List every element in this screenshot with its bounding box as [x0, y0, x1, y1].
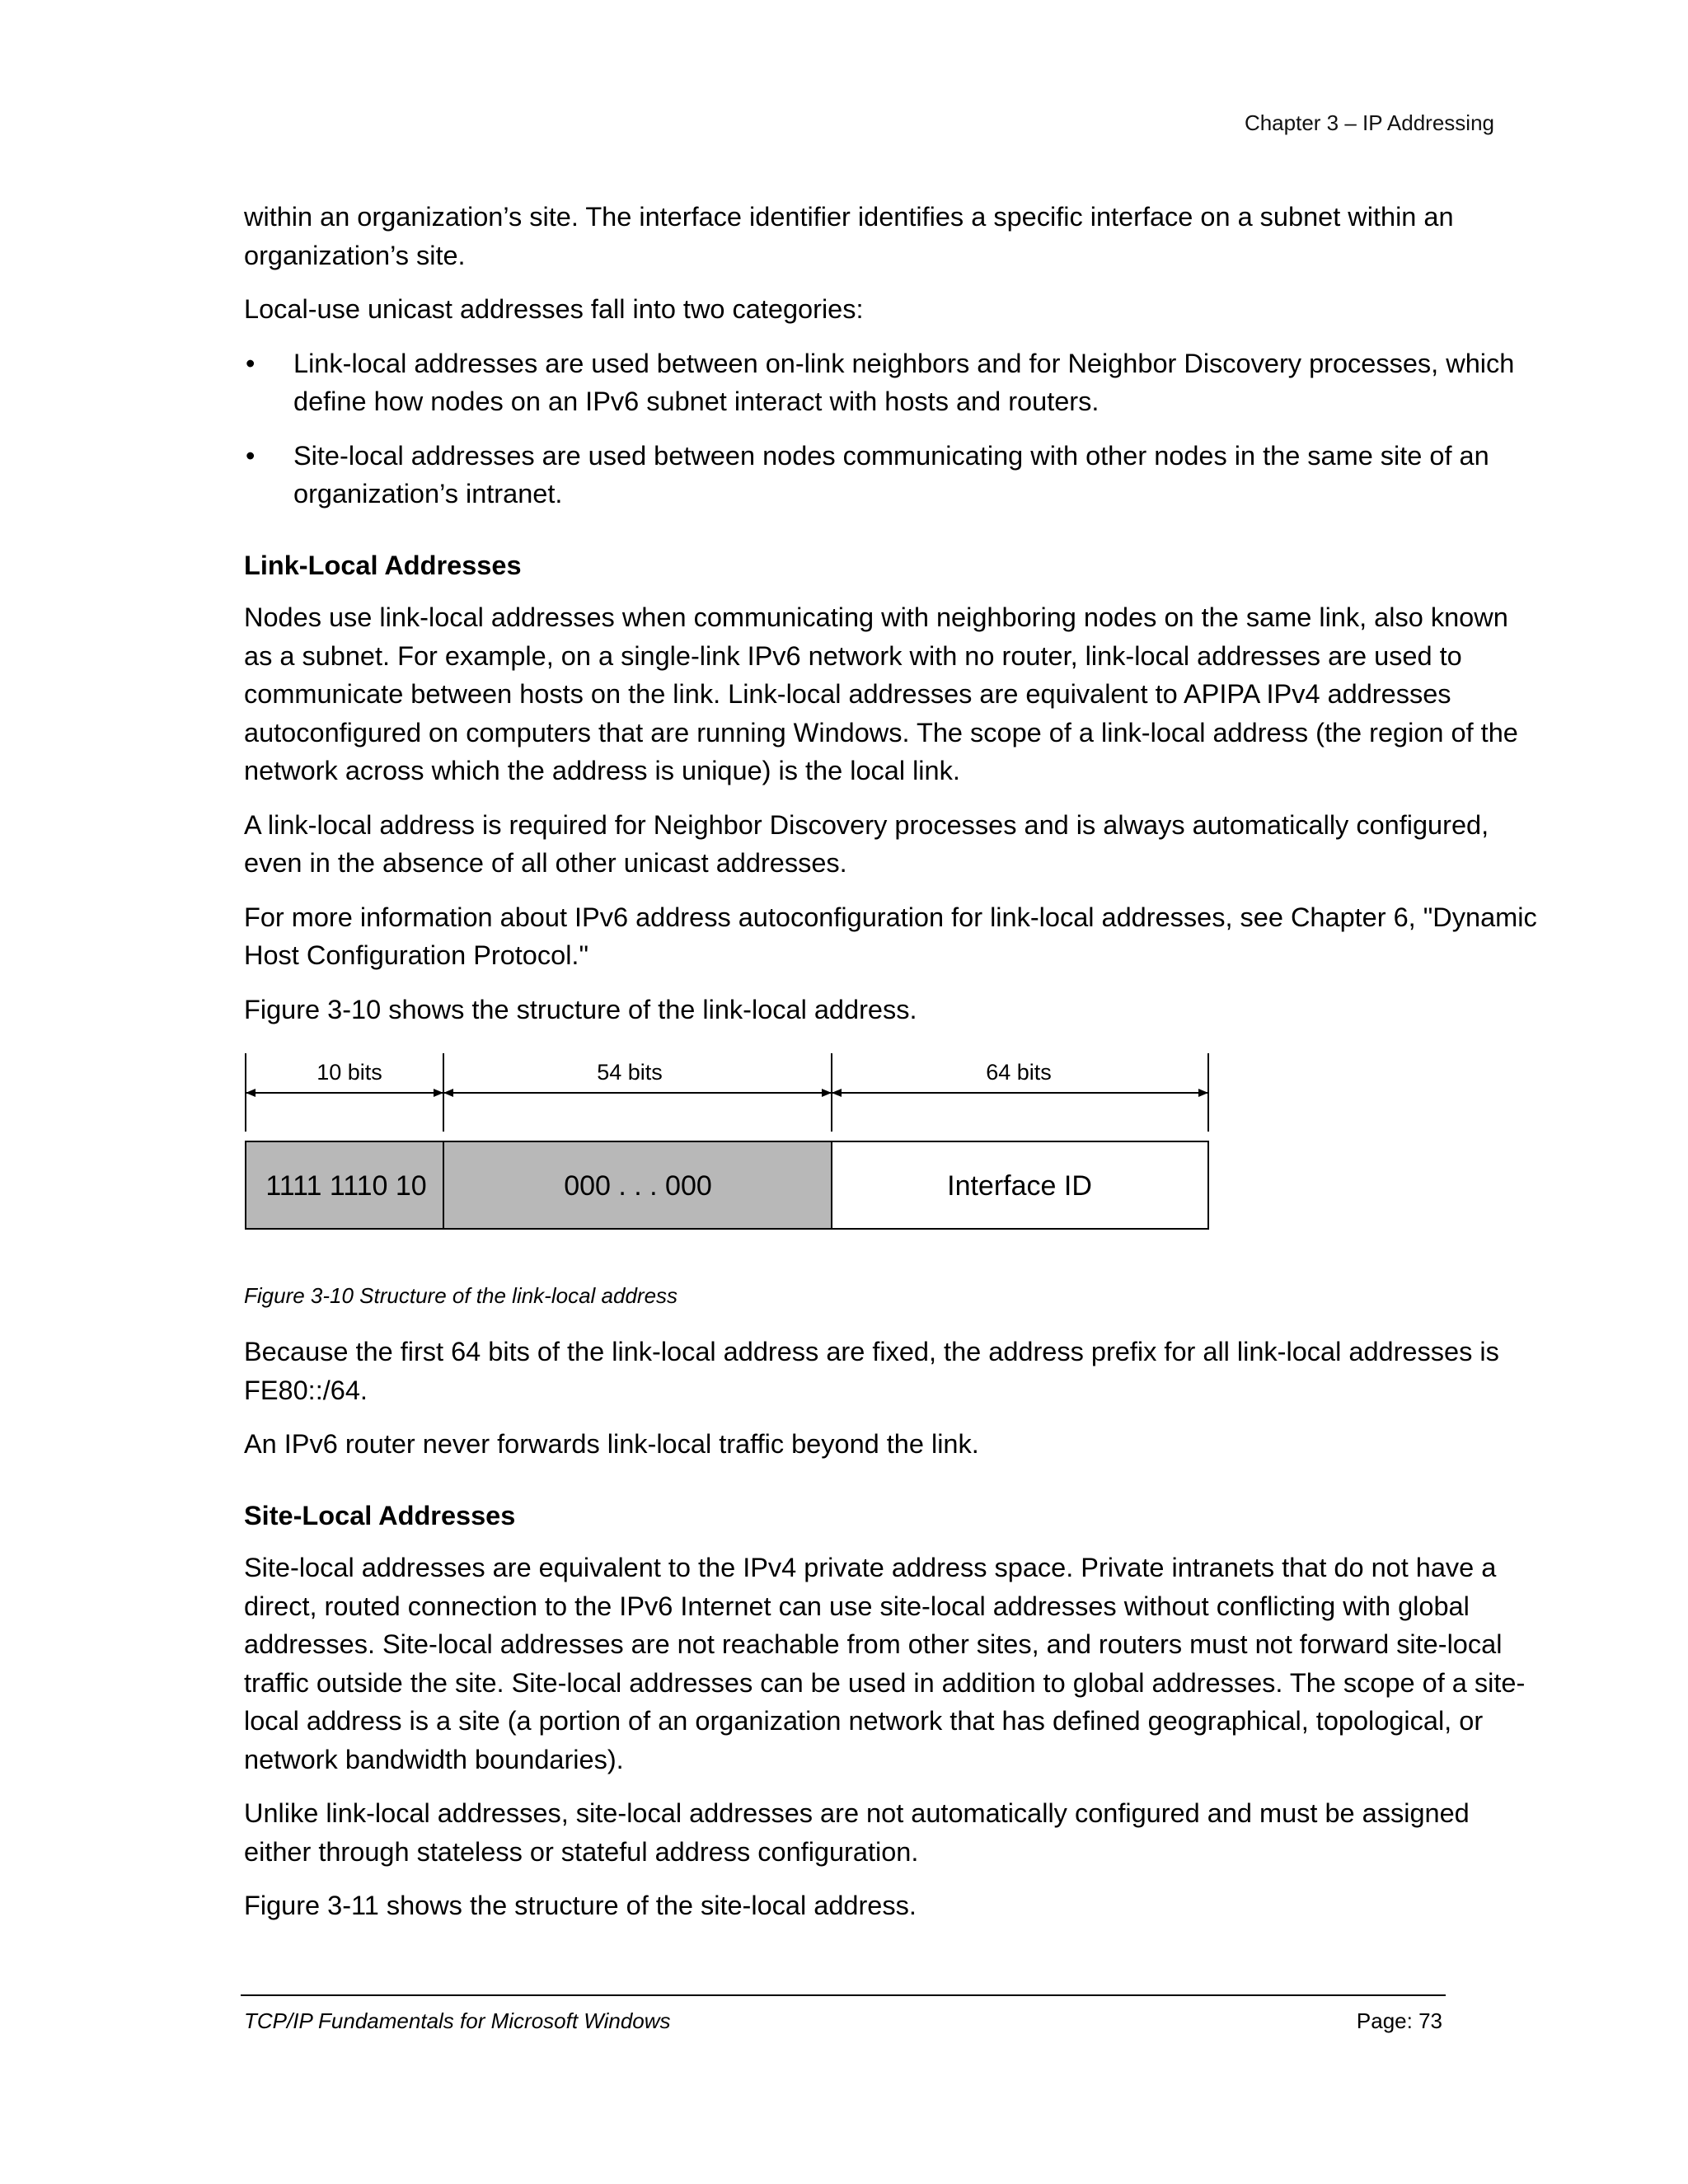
list-item-text: Link-local addresses are used between on-link neighbors and for Neighbor Discovery processes, which define how nodes on an IPv6 subnet interact with hosts and routers. [293, 348, 1515, 416]
paragraph: Because the first 64 bits of the link-local address are fixed, the address prefix for all link-local addresses is FE80::/64. [244, 1337, 1499, 1405]
bits-label: 64 bits [986, 1060, 1052, 1085]
figure-caption: Figure 3-10 Structure of the link-local address [244, 1283, 678, 1308]
bits-label: 54 bits [597, 1060, 663, 1085]
paragraph: Figure 3-11 shows the structure of the site-local address. [244, 1891, 917, 1920]
list-item-text: Site-local addresses are used between nodes communicating with other nodes in the same site of an organization’s intranet. [293, 440, 1489, 509]
paragraph: For more information about IPv6 address autoconfiguration for link-local addresses, see Chapter 6, "Dynamic Host Configuration Protocol." [244, 902, 1537, 970]
page-content [244, 198, 1538, 1941]
paragraph: Unlike link-local addresses, site-local addresses are not automatically configured and must be assigned either through stateless or stateful address configuration. [244, 1798, 1470, 1867]
paragraph: Nodes use link-local addresses when communicating with neighboring nodes on the same link, also known as a subnet. For example, on a single-link IPv6 network with no router, link-local addresses are used to communicate between hosts on the link. Link-local addresses are equivalent to APIPA IPv4 addresses autoconfigured on computers that are running Windows. The scope of a link-local address (the region of the network across which the address is unique) is the local link. [244, 602, 1518, 785]
footer-divider [241, 1994, 1446, 1996]
page-header: Chapter 3 – IP Addressing [1244, 110, 1494, 135]
bits-label: 10 bits [316, 1060, 382, 1085]
bullet-list [244, 344, 1538, 513]
paragraph: An IPv6 router never forwards link-local traffic beyond the link. [244, 1429, 979, 1459]
field-value: Interface ID [947, 1170, 1092, 1202]
field-value: 000 . . . 000 [564, 1170, 712, 1202]
diagram-svg [244, 1053, 1217, 1251]
section-heading-link-local: Link-Local Addresses [244, 550, 522, 580]
paragraph: Site-local addresses are equivalent to the IPv4 private address space. Private intranets that do not have a direct, routed connection to the IPv6 Internet can use site-local addresses without conflicting with global addresses. Site-local addresses are not reachable from other sites, and routers must not forward site-local traffic outside the site. Site-local addresses can be used in addition to global addresses. The scope of a site-local address is a site (a portion of an organization network that has defined geographical, topological, or network bandwidth boundaries). [244, 1553, 1526, 1774]
paragraph: Figure 3-10 shows the structure of the link-local address. [244, 994, 917, 1024]
bullet-icon: • [246, 348, 256, 378]
page-number: Page: 73 [1356, 2008, 1442, 2033]
list-item [244, 344, 1538, 421]
paragraph: within an organization’s site. The interface identifier identifies a specific interface on a subnet within an organization’s site. [244, 202, 1454, 270]
list-item [244, 437, 1538, 513]
paragraph: Local-use unicast addresses fall into two categories: [244, 294, 864, 324]
section-heading-site-local: Site-Local Addresses [244, 1500, 516, 1530]
link-local-address-diagram [244, 1053, 1217, 1268]
field-value: 1111 1110 10 [265, 1170, 427, 1202]
footer-title: TCP/IP Fundamentals for Microsoft Windows [244, 2008, 671, 2033]
paragraph: A link-local address is required for Neighbor Discovery processes and is always automatically configured, even in the absence of all other unicast addresses. [244, 809, 1489, 878]
bullet-icon: • [246, 440, 256, 471]
